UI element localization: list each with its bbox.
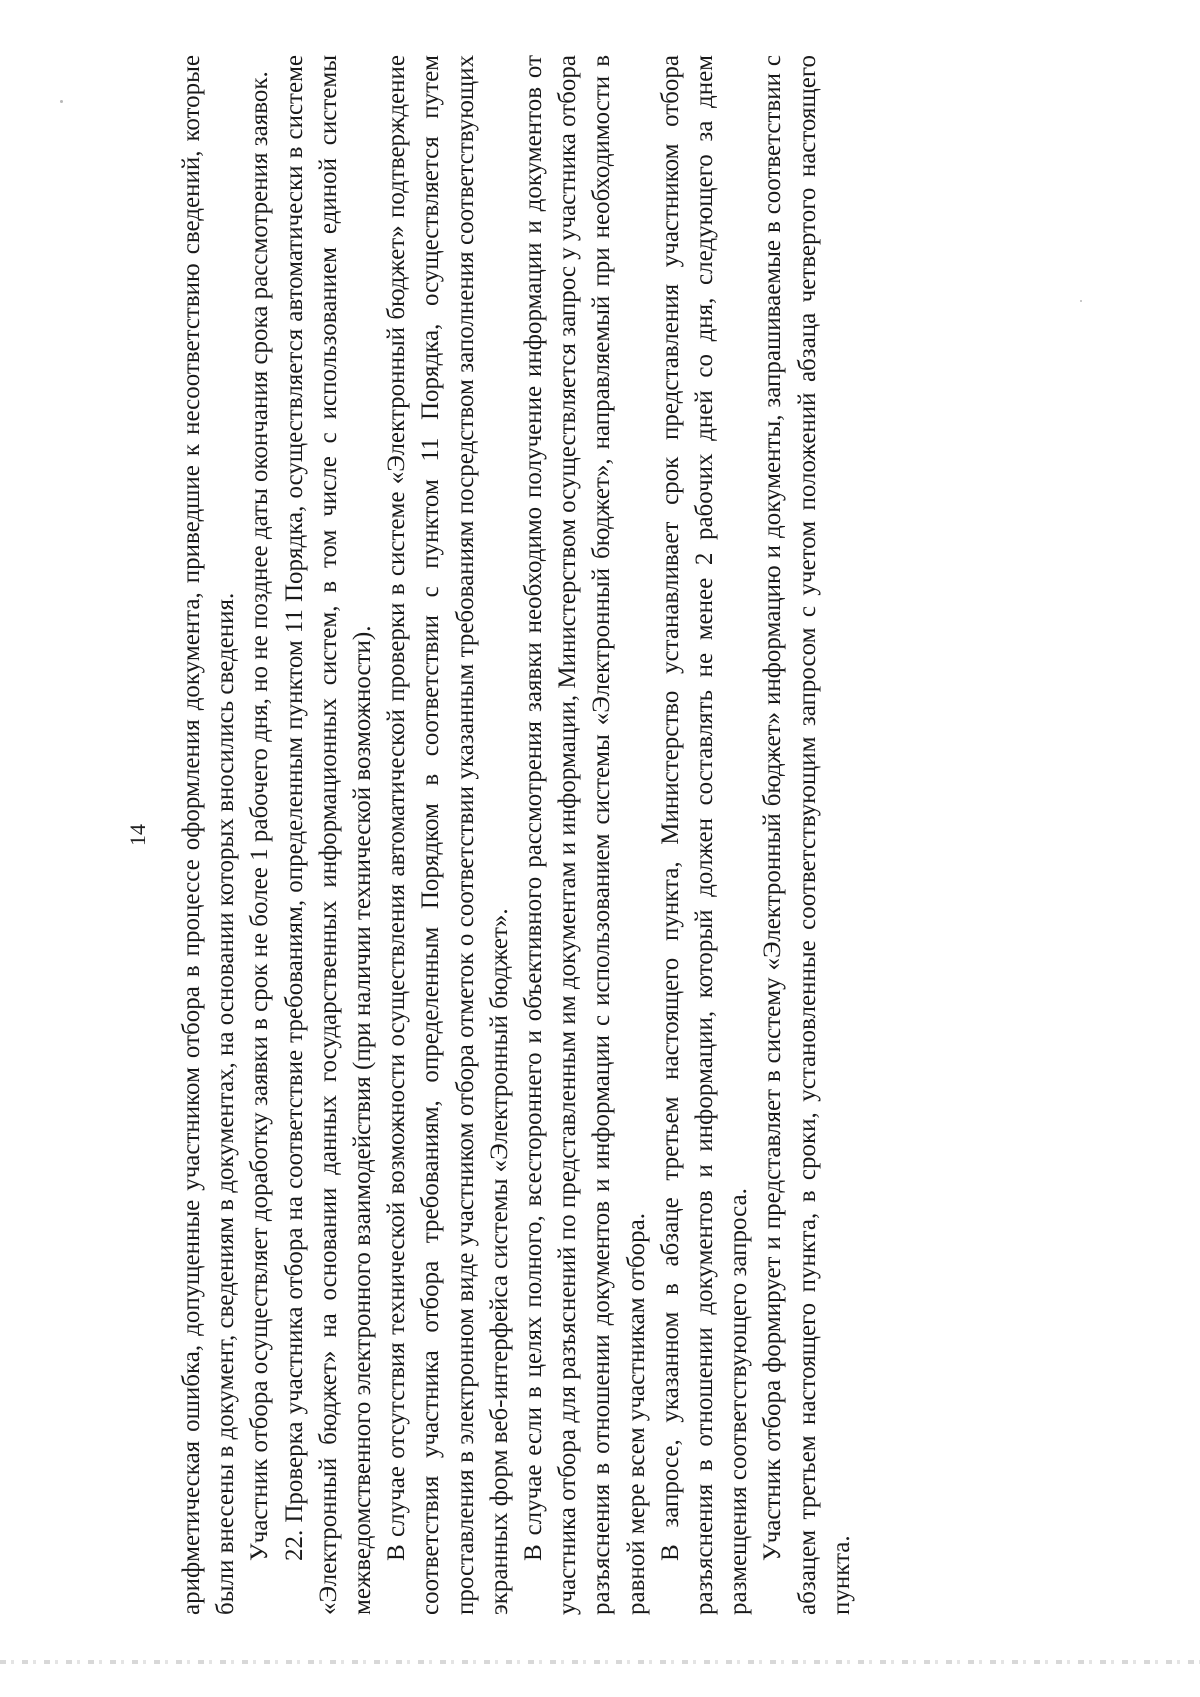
paragraph-participant-response: Участник отбора формирует и представляет в систему «Электронный бюджет» информацию и документы, запрашиваемые в соответствии с абзацем третьем настоящего пункта, в сроки, установленные соответствующим запросом с учетом положений абзаца четвертого настоящего пункта.: [759, 55, 855, 1615]
scan-artifact-dot: [1080, 300, 1082, 302]
scan-artifact-dot: [60, 100, 63, 103]
scan-artifact-line: [0, 1660, 1200, 1664]
rotated-text-block: [125, 55, 1075, 1615]
paragraph-item-22-check: 22. Проверка участника отбора на соответствие требованиям, определенным пунктом 11 Порядка, осуществляется автоматически в системе «Электронный бюджет» на основании данных государственных информационных систем, в том числе с использованием единой системы межведомственного электронного взаимодействия (при наличии технической возможности).: [280, 55, 377, 1615]
paragraph-no-technical-possibility: В случае отсутствия технической возможности осуществления автоматической проверки в системе «Электронный бюджет» подтверждение соответствия участника отбора требованиям, определенным Порядком в соответствии с пунктом 11 Порядка, осуществляется путем проставления в электронном виде участником отбора отметок о соответствии указанным требованиям посредством заполнения соответствующих экранных форм веб-интерфейса системы «Электронный бюджет».: [383, 55, 513, 1615]
page-number: 14: [125, 824, 150, 846]
paragraph-clarification-request: В случае если в целях полного, всестороннего и объективного рассмотрения заявки необходимо получение информации и документов от участника отбора для разъяснений по представленным им документам и информации, Министерством осуществляется запрос у участника отбора разъяснения в отношении документов и информации с использованием системы «Электронный бюджет», направляемый при необходимости в равной мере всем участникам отбора.: [520, 55, 650, 1615]
paragraph-arithmetic-error: арифметическая ошибка, допущенные участником отбора в процессе оформления документа, приведшие к несоответствию сведений, которые были внесены в документ, сведениям в документах, на основании которых вносились сведения.: [178, 55, 240, 1615]
paragraph-request-deadline: В запросе, указанном в абзаце третьем настоящего пункта, Министерство устанавливает срок представления участником отбора разъяснения в отношении документов и информации, который должен составлять не менее 2 рабочих дней со дня, следующего за днем размещения соответствующего запроса.: [656, 55, 753, 1615]
paragraph-revision-deadline: Участник отбора осуществляет доработку заявки в срок не более 1 рабочего дня, но не позднее даты окончания срока рассмотрения заявок.: [246, 71, 274, 1561]
